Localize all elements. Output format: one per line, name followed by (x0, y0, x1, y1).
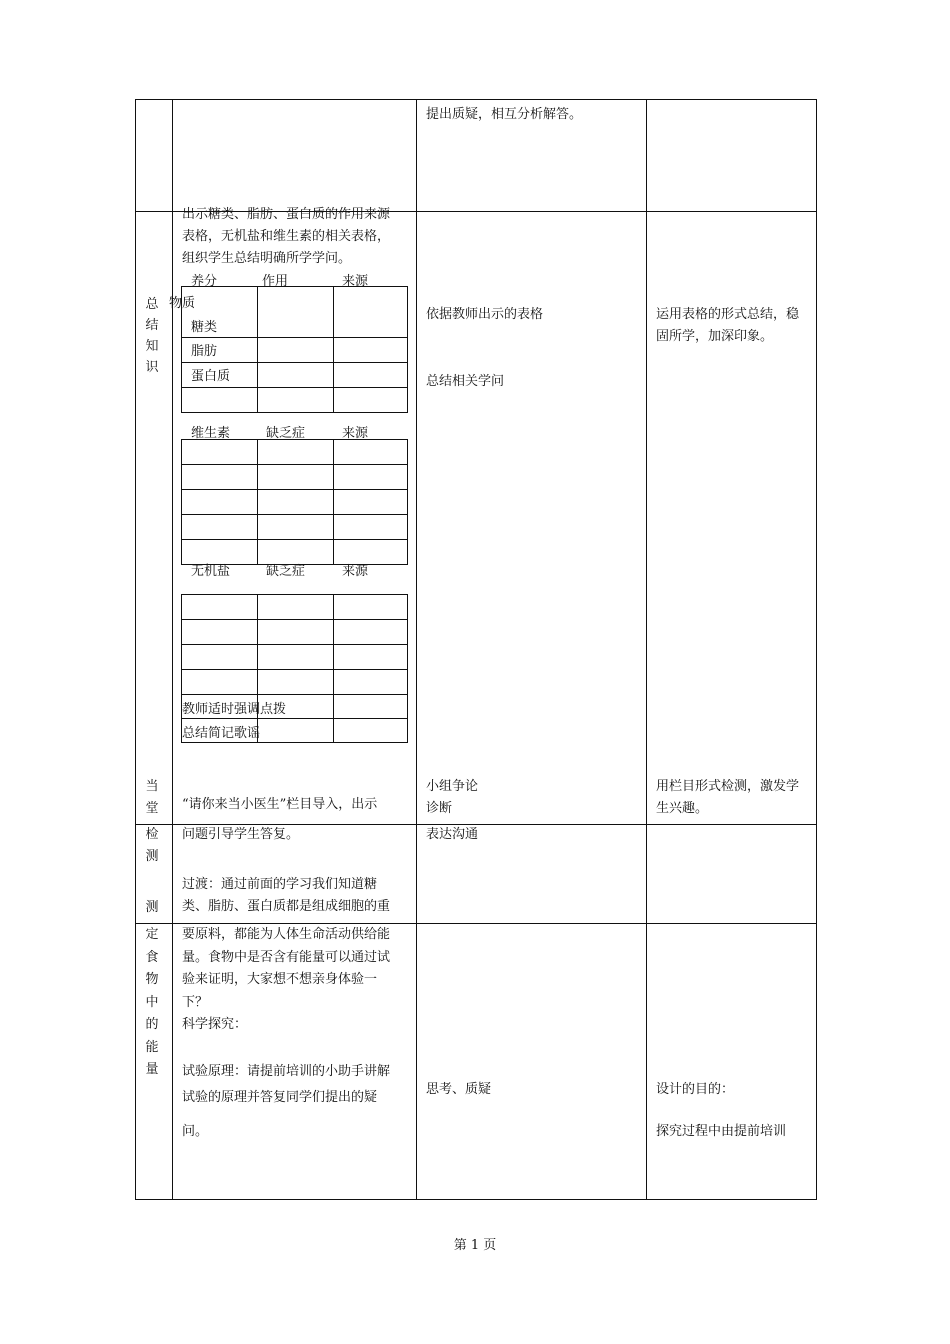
row5-teacher-activity-a (182, 924, 390, 1037)
row5-teacher-line: 试验原理：请提前培训的小助手讲解 (182, 1064, 391, 1079)
row5-teacher-line: 试验的原理并答复同学们提出的疑 (182, 1090, 378, 1105)
t1-row-fat: 脂肪 (191, 344, 218, 359)
page-number: 第 1 页 (453, 1238, 497, 1253)
t3-note-rhyme: 总结简记歌谣 (182, 726, 261, 741)
intro-line: 表格，无机盐和维生素的相关表格， (182, 229, 391, 244)
vitamin-table (181, 439, 408, 565)
col-divider-3 (646, 99, 647, 1200)
row3-teacher-activity: “请你来当小医生”栏目导入，出示 (182, 797, 378, 812)
row5-label-char: 中 (145, 994, 159, 1010)
row5-teacher-line: 科学探究： (182, 1017, 248, 1032)
row5-teacher-line: 量。食物中是否含有能量可以通过试 (182, 949, 391, 965)
row5-label-char: 能 (145, 1039, 159, 1055)
t2-header-source: 来源 (342, 426, 369, 441)
row5-label-char: 定 (145, 927, 159, 942)
row5-design-intent-b: 探究过程中由提前培训 (656, 1124, 787, 1139)
table-border-top (135, 99, 817, 100)
row5-teacher-line: 下？ (182, 994, 209, 1010)
row4-section-label (142, 824, 162, 868)
table-border-bottom (135, 1199, 817, 1200)
t1-header-nutrient: 养分 (191, 274, 218, 289)
row2-student-activity-b: 总结相关学问 (426, 374, 505, 389)
row2-section-label (142, 294, 162, 378)
row5-student-activity: 思考、质疑 (426, 1082, 492, 1097)
row4-label-char: 检 (145, 827, 159, 842)
t3-header-source: 来源 (342, 564, 369, 579)
intro-line: 组织学生总结明确所学学问。 (182, 251, 352, 266)
row3-label-char: 当 (145, 779, 159, 794)
row2-label-char: 识 (145, 360, 159, 375)
row4-teacher-activity-b (182, 874, 390, 918)
row2-label-char: 知 (145, 339, 159, 354)
mineral-table (181, 594, 408, 743)
row4-student-activity: 表达沟通 (426, 827, 479, 842)
row2-intro-text (182, 204, 390, 270)
row4-teacher-line: 类、脂肪、蛋白质都是组成细胞的重 (182, 899, 391, 914)
row3-student-line: 小组争论 (426, 779, 479, 794)
row4-teacher-activity-a: 问题引导学生答复。 (182, 827, 300, 842)
t1-row-protein: 蛋白质 (191, 369, 231, 384)
t2-header-vitamin: 维生素 (191, 426, 231, 441)
row4-label-char: 测 (145, 849, 159, 864)
t1-header-function: 作用 (262, 274, 289, 289)
table-border-left (135, 99, 136, 1200)
t2-header-deficiency: 缺乏症 (266, 426, 306, 441)
row5-teacher-activity-c: 问。 (182, 1124, 209, 1139)
row4-teacher-line: 过渡：通过前面的学习我们知道糖 (182, 877, 378, 892)
row3-label-char: 堂 (145, 801, 159, 816)
row3-design-line: 生兴趣。 (656, 801, 709, 816)
row5-design-intent-a: 设计的目的： (656, 1082, 735, 1097)
row2-label-char: 总 (145, 297, 159, 312)
t1-corner-label: 物质 (169, 296, 196, 311)
row2-design-intent (656, 304, 799, 348)
row2-label-char: 结 (145, 318, 159, 333)
intro-line: 出示糖类、脂肪、蛋白质的作用来源 (182, 207, 391, 222)
row3-design-intent (656, 776, 799, 820)
row4-section-label-b: 测 (145, 900, 159, 915)
row5-teacher-line: 验来证明，大家想不想亲身体验一 (182, 972, 378, 987)
t3-note-emphasis: 教师适时强调点拨 (182, 702, 287, 717)
design-line: 固所学，加深印象。 (656, 329, 774, 344)
row1-student-activity: 提出质疑，相互分析解答。 (426, 107, 583, 122)
row5-section-label (142, 924, 162, 1082)
row3-design-line: 用栏目形式检测，激发学 (656, 779, 800, 794)
table-border-right (816, 99, 817, 1200)
col-divider-2 (416, 99, 417, 1200)
row5-label-char: 食 (145, 949, 159, 965)
row2-student-activity-a: 依据教师出示的表格 (426, 307, 544, 322)
row5-teacher-line: 要原料，都能为人体生命活动供给能 (182, 927, 391, 942)
row5-label-char: 物 (145, 972, 159, 987)
row5-teacher-activity-b (182, 1059, 390, 1111)
t3-header-mineral: 无机盐 (191, 564, 231, 579)
col-divider-1 (172, 99, 173, 1200)
row5-label-char: 量 (145, 1062, 159, 1077)
row3-section-label (142, 776, 162, 820)
t1-row-carbs: 糖类 (191, 320, 218, 335)
row5-label-char: 的 (145, 1017, 159, 1032)
t1-header-source: 来源 (342, 274, 369, 289)
design-line: 运用表格的形式总结，稳 (656, 307, 800, 322)
row3-student-line: 诊断 (426, 801, 453, 816)
t3-header-deficiency: 缺乏症 (266, 564, 306, 579)
row3-student-activity (426, 776, 478, 820)
